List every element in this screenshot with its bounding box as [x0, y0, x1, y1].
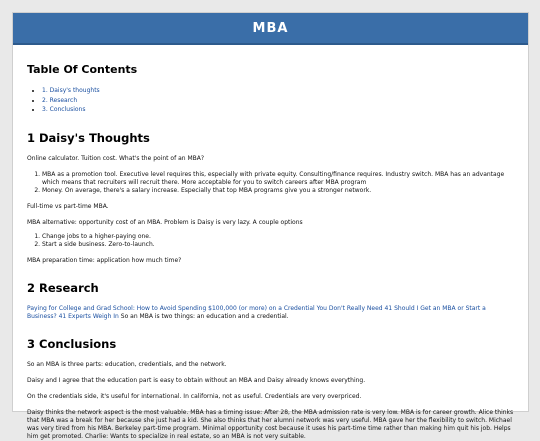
toc-list	[42, 86, 514, 115]
section-heading-conclusions: 3 Conclusions	[27, 336, 117, 351]
research-link-paying-for-college[interactable]: Paying for College and Grad School: How to Avoid Spending $100,000 (or more) on a Credential You Don't Really Need	[27, 304, 383, 312]
page-card	[12, 12, 529, 440]
section-heading-research: 2 Research	[27, 280, 99, 295]
ordered-list	[42, 171, 514, 195]
toc-link-conclusions[interactable]: 3. Conclusions	[42, 106, 86, 113]
page-title: MBA	[252, 20, 289, 36]
toc-item	[42, 105, 514, 115]
paragraph: Daisy and I agree that the education part is easy to obtain without an MBA and Daisy already knows everything.	[27, 376, 366, 384]
paragraph: Daisy thinks the network aspect is the most valuable. MBA has a timing issue: After 28, the MBA admission rate is very low. MBA is for career growth. Alice thinks that MBA was a break for her because she just had a kid. She also thinks that her alumni network was very useful. MBA gave her the flexibility to switch. Michael was very tired from his MBA. Berkeley part-time program. Minimal opportunity cost because it uses his part-time time rather than making him quit his job. Helps him get promoted. Charlie: Wants to specialize in real estate, so an MBA is not very suitable.	[27, 408, 514, 440]
paragraph: Online calculator. Tuition cost. What's the point of an MBA?	[27, 154, 205, 162]
paragraph: MBA preparation time: application how much time?	[27, 256, 182, 264]
list-item: 1. Change jobs to a higher-paying one.	[42, 233, 514, 241]
paragraph: So an MBA is three parts: education, credentials, and the network.	[27, 360, 227, 368]
research-text: So an MBA is two things: an education and a credential.	[118, 312, 289, 320]
toc-item	[42, 86, 514, 96]
paragraph: On the credentials side, it's useful for international. In california, not as useful. Credentials are very overpriced.	[27, 392, 362, 400]
research-link-mba-or-business[interactable]: 41 Should I Get an MBA or Start a Business?	[27, 304, 486, 320]
section-heading-daisys-thoughts: 1 Daisy's Thoughts	[27, 130, 150, 145]
paragraph: Full-time vs part-time MBA.	[27, 202, 109, 210]
toc-link-research[interactable]: 2. Research	[42, 96, 78, 104]
ordered-list	[42, 233, 514, 249]
research-paragraph	[27, 305, 514, 321]
list-item: 2. Start a side business. Zero-to-launch.	[42, 241, 514, 249]
header-bar	[13, 13, 528, 45]
list-item: 1. MBA as a promotion tool. Executive level requires this, especially with private equity. Consulting/finance requires. Industry switch. MBA has an advantage which means that recruiters will recruit there. More acceptable for you to switch careers after MBA program	[42, 171, 514, 187]
toc-heading: Table Of Contents	[27, 63, 138, 76]
research-link-experts[interactable]: 41 Experts Weigh In	[58, 312, 119, 320]
main-content	[13, 63, 528, 441]
paragraph: MBA alternative: opportunity cost of an MBA. Problem is Daisy is very lazy. A couple options	[27, 218, 303, 226]
list-item: 2. Money. On average, there's a salary increase. Especially that top MBA programs give you a stronger network.	[42, 187, 514, 195]
toc-item	[42, 96, 514, 106]
toc-link-daisys-thoughts[interactable]: 1. Daisy's thoughts	[42, 87, 100, 94]
